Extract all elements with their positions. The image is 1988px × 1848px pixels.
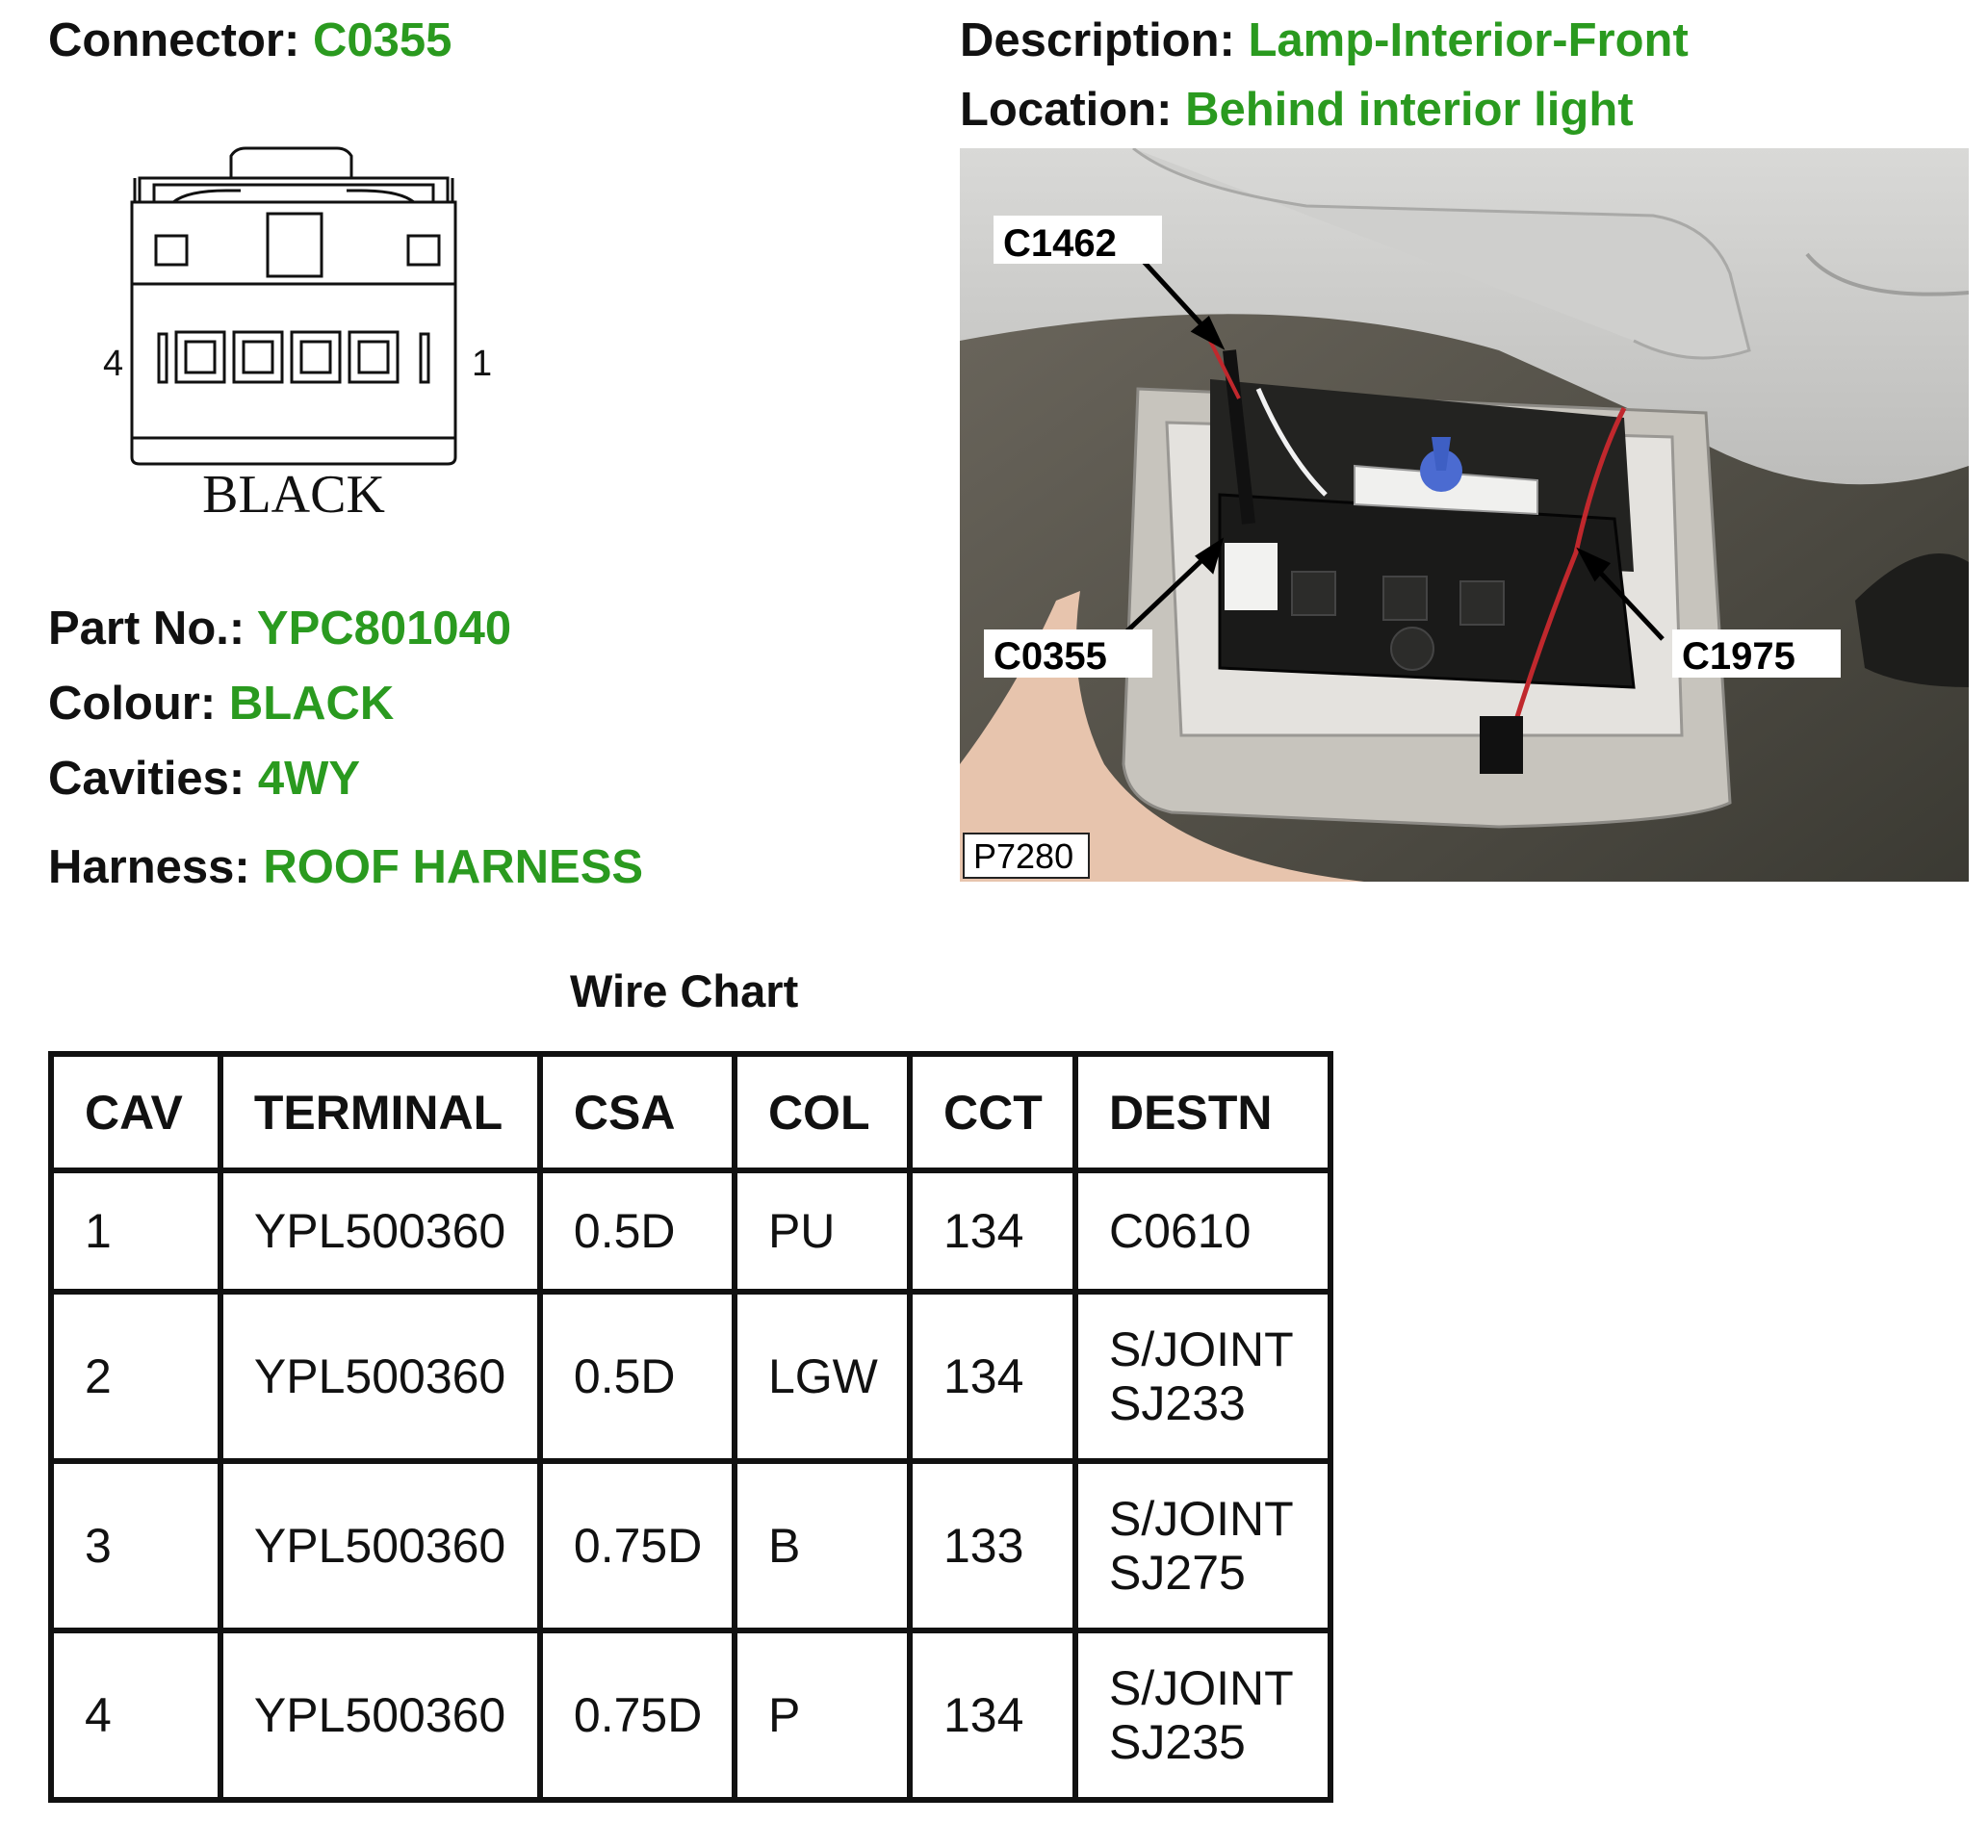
destn-line: C0610 — [1109, 1204, 1252, 1258]
connector-label: Connector: — [48, 14, 300, 66]
part-number-field — [48, 602, 511, 655]
table-header-row — [51, 1054, 1330, 1170]
part-number-label: Part No.: — [48, 603, 245, 654]
part-number-value: YPC801040 — [256, 603, 512, 654]
col-cell: PU — [735, 1170, 910, 1292]
location-photo — [960, 148, 1969, 882]
table-row — [51, 1292, 1330, 1461]
csa-cell: 0.75D — [540, 1630, 735, 1800]
colour-value: BLACK — [228, 678, 395, 730]
column-header: COL — [735, 1054, 910, 1170]
description-value: Lamp-Interior-Front — [1248, 14, 1689, 66]
destn-cell — [1075, 1630, 1330, 1800]
column-header: CSA — [540, 1054, 735, 1170]
cavities-value: 4WY — [257, 753, 361, 805]
terminal-cell: YPL500360 — [220, 1292, 540, 1461]
harness-value: ROOF HARNESS — [263, 841, 644, 893]
column-header: CCT — [910, 1054, 1075, 1170]
colour-field — [48, 677, 394, 731]
cav-cell: 3 — [51, 1461, 220, 1630]
csa-cell: 0.5D — [540, 1170, 735, 1292]
terminal-cell: YPL500360 — [220, 1170, 540, 1292]
destn-line: S/JOINT — [1109, 1492, 1294, 1546]
pin-4-label: 4 — [103, 344, 124, 384]
destn-line: S/JOINT — [1109, 1661, 1294, 1715]
cav-cell: 4 — [51, 1630, 220, 1800]
terminal-cell: YPL500360 — [220, 1461, 540, 1630]
harness-field — [48, 840, 643, 894]
column-header: CAV — [51, 1054, 220, 1170]
harness-label: Harness: — [48, 841, 250, 893]
colour-label: Colour: — [48, 678, 217, 730]
cavities-field — [48, 752, 360, 806]
csa-cell: 0.5D — [540, 1292, 735, 1461]
cct-cell: 134 — [910, 1630, 1075, 1800]
destn-cell — [1075, 1170, 1330, 1292]
connector-face-diagram — [82, 144, 505, 529]
column-header: DESTN — [1075, 1054, 1330, 1170]
table-row — [51, 1461, 1330, 1630]
table-row — [51, 1630, 1330, 1800]
connector-field — [48, 13, 452, 67]
table-row — [51, 1170, 1330, 1292]
destn-cell — [1075, 1461, 1330, 1630]
destn-line: S/JOINT — [1109, 1322, 1294, 1376]
location-label: Location: — [960, 84, 1173, 136]
col-cell: LGW — [735, 1292, 910, 1461]
col-cell: P — [735, 1630, 910, 1800]
column-header: TERMINAL — [220, 1054, 540, 1170]
description-label: Description: — [960, 14, 1235, 66]
cct-cell: 134 — [910, 1292, 1075, 1461]
connector-colour-caption: BLACK — [202, 465, 385, 525]
cavities-label: Cavities: — [48, 753, 245, 805]
photo-id: P7280 — [973, 836, 1074, 876]
destn-line: SJ275 — [1109, 1546, 1246, 1600]
col-cell: B — [735, 1461, 910, 1630]
connector-value: C0355 — [312, 14, 452, 66]
destn-cell — [1075, 1292, 1330, 1461]
destn-line: SJ235 — [1109, 1715, 1246, 1769]
cct-cell: 133 — [910, 1461, 1075, 1630]
destn-line: SJ233 — [1109, 1376, 1246, 1430]
location-field — [960, 83, 1634, 137]
location-value: Behind interior light — [1185, 84, 1634, 136]
cav-cell: 2 — [51, 1292, 220, 1461]
cct-cell: 134 — [910, 1170, 1075, 1292]
callout-c1975: C1975 — [1682, 635, 1795, 678]
wire-chart-table — [48, 1051, 1333, 1803]
pin-1-label: 1 — [472, 344, 493, 384]
csa-cell: 0.75D — [540, 1461, 735, 1630]
cav-cell: 1 — [51, 1170, 220, 1292]
callout-c0355: C0355 — [994, 635, 1107, 678]
description-field — [960, 13, 1689, 67]
callout-c1462: C1462 — [1003, 222, 1117, 265]
wire-chart-title: Wire Chart — [570, 965, 799, 1016]
terminal-cell: YPL500360 — [220, 1630, 540, 1800]
